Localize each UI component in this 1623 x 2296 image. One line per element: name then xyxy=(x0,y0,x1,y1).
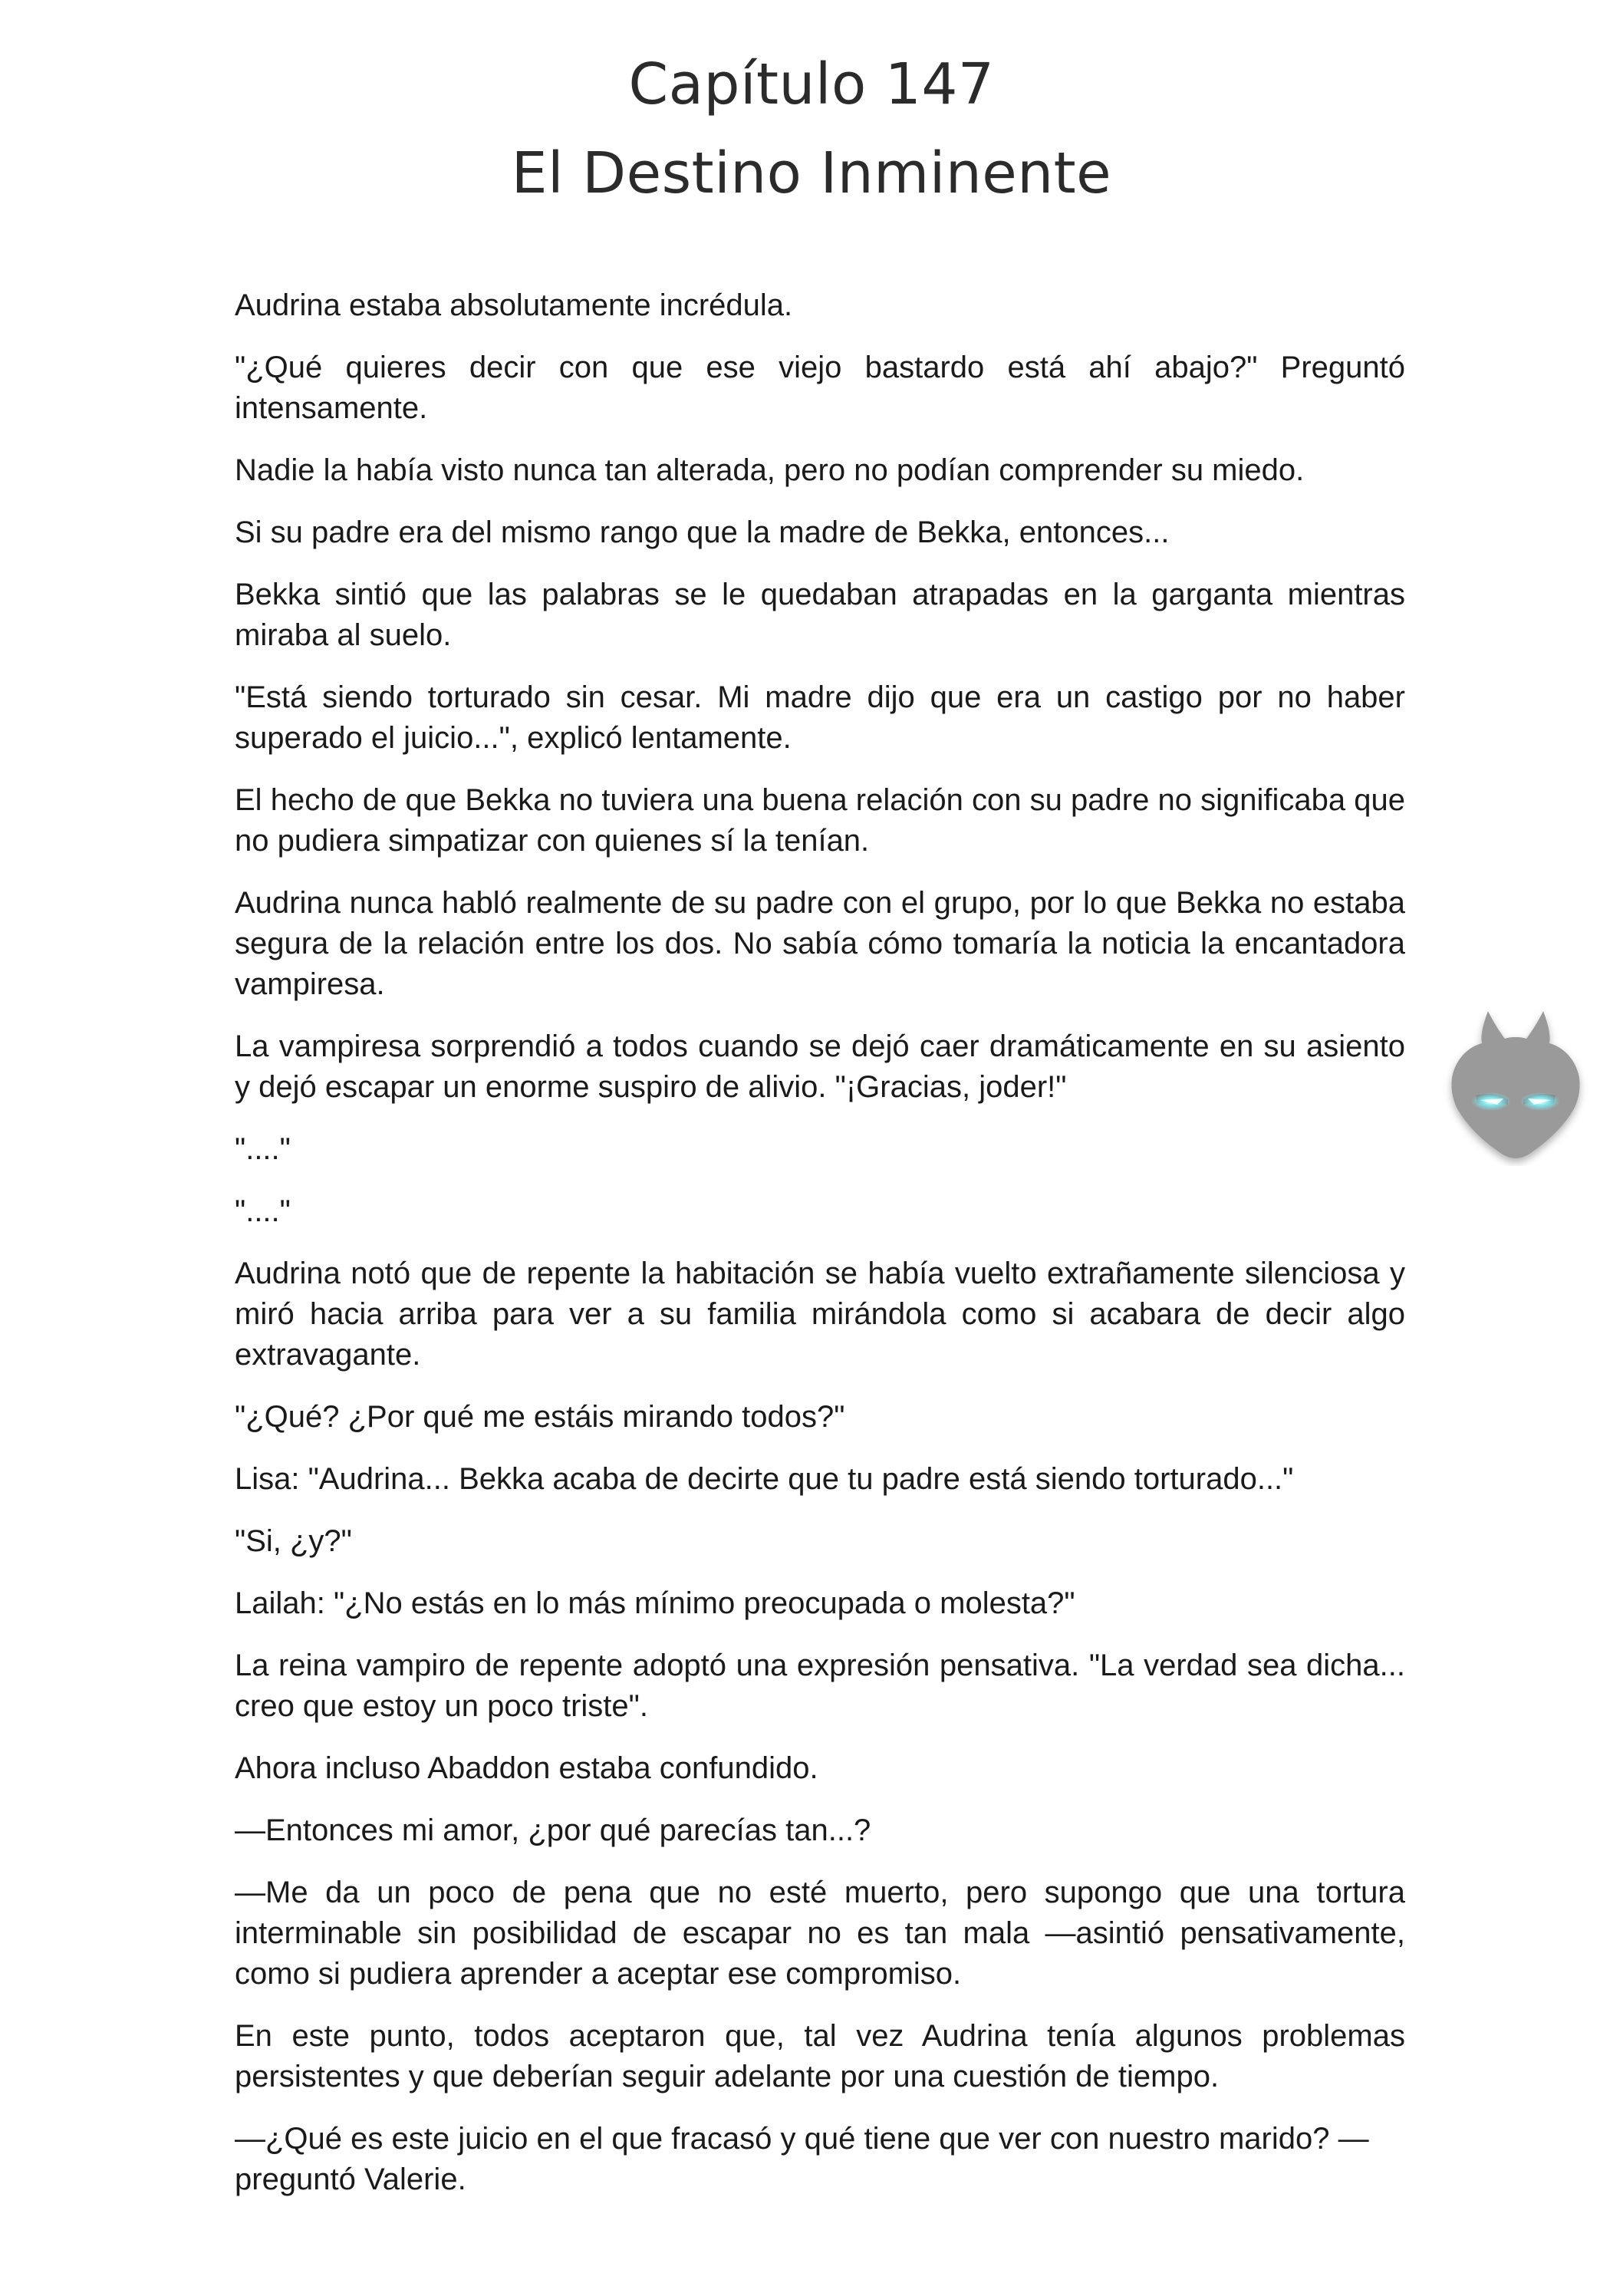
paragraph: Bekka sintió que las palabras se le quedaban atrapadas en la garganta mientras miraba al suelo. xyxy=(235,578,1405,652)
paragraph: Audrina estaba absolutamente incrédula. xyxy=(235,288,793,322)
chapter-header xyxy=(0,40,1623,218)
paragraph: Si su padre era del mismo rango que la madre de Bekka, entonces... xyxy=(235,516,1170,549)
paragraph: "Si, ¿y?" xyxy=(235,1524,352,1558)
paragraph: Lisa: "Audrina... Bekka acaba de decirte que tu padre está siendo torturado..." xyxy=(235,1462,1294,1496)
paragraph: El hecho de que Bekka no tuviera una buena relación con su padre no significaba que no pudiera simpatizar con quienes sí la tenían. xyxy=(235,783,1405,858)
demon-head-shape xyxy=(1451,1011,1579,1158)
paragraph: —Me da un poco de pena que no esté muerto, pero supongo que una tortura interminable sin posibilidad de escapar no es tan mala —asintió pensativamente, como si pudiera aprender a aceptar ese compromiso. xyxy=(235,1876,1405,1991)
paragraph: "Está siendo torturado sin cesar. Mi madre dijo que era un castigo por no haber superado el juicio...", explicó lentamente. xyxy=(235,680,1405,755)
chapter-number: Capítulo 147 xyxy=(628,51,995,117)
chapter-body xyxy=(235,285,1405,2222)
paragraph: Nadie la había visto nunca tan alterada, pero no podían comprender su miedo. xyxy=(235,453,1305,487)
paragraph: En este punto, todos aceptaron que, tal vez Audrina tenía algunos problemas persistentes y que deberían seguir adelante por una cuestión de tiempo. xyxy=(235,2019,1405,2093)
paragraph: Audrina nunca habló realmente de su padre con el grupo, por lo que Bekka no estaba segura de la relación entre los dos. No sabía cómo tomaría la noticia la encantadora vampiresa. xyxy=(235,886,1405,1001)
paragraph: La reina vampiro de repente adoptó una expresión pensativa. "La verdad sea dicha... creo que estoy un poco triste". xyxy=(235,1649,1405,1723)
paragraph: "¿Qué? ¿Por qué me estáis mirando todos?" xyxy=(235,1400,845,1434)
paragraph: Audrina notó que de repente la habitación se había vuelto extrañamente silenciosa y miró hacia arriba para ver a su familia mirándola como si acabara de decir algo extravagante. xyxy=(235,1257,1405,1372)
paragraph: —¿Qué es este juicio en el que fracasó y qué tiene que ver con nuestro marido? — preguntó Valerie. xyxy=(235,2122,1369,2196)
chapter-title: El Destino Inminente xyxy=(511,140,1112,206)
paragraph: "...." xyxy=(235,1132,291,1166)
paragraph: "¿Qué quieres decir con que ese viejo bastardo está ahí abajo?" Preguntó intensamente. xyxy=(235,351,1405,425)
paragraph: Ahora incluso Abaddon estaba confundido. xyxy=(235,1751,818,1785)
paragraph: Lailah: "¿No estás en lo más mínimo preocupada o molesta?" xyxy=(235,1586,1075,1620)
paragraph: La vampiresa sorprendió a todos cuando se dejó caer dramáticamente en su asiento y dejó escapar un enorme suspiro de alivio. "¡Gracias, joder!" xyxy=(235,1029,1405,1104)
paragraph: —Entonces mi amor, ¿por qué parecías tan...? xyxy=(235,1813,871,1847)
paragraph: "...." xyxy=(235,1194,291,1228)
demon-head-icon xyxy=(1442,997,1589,1166)
